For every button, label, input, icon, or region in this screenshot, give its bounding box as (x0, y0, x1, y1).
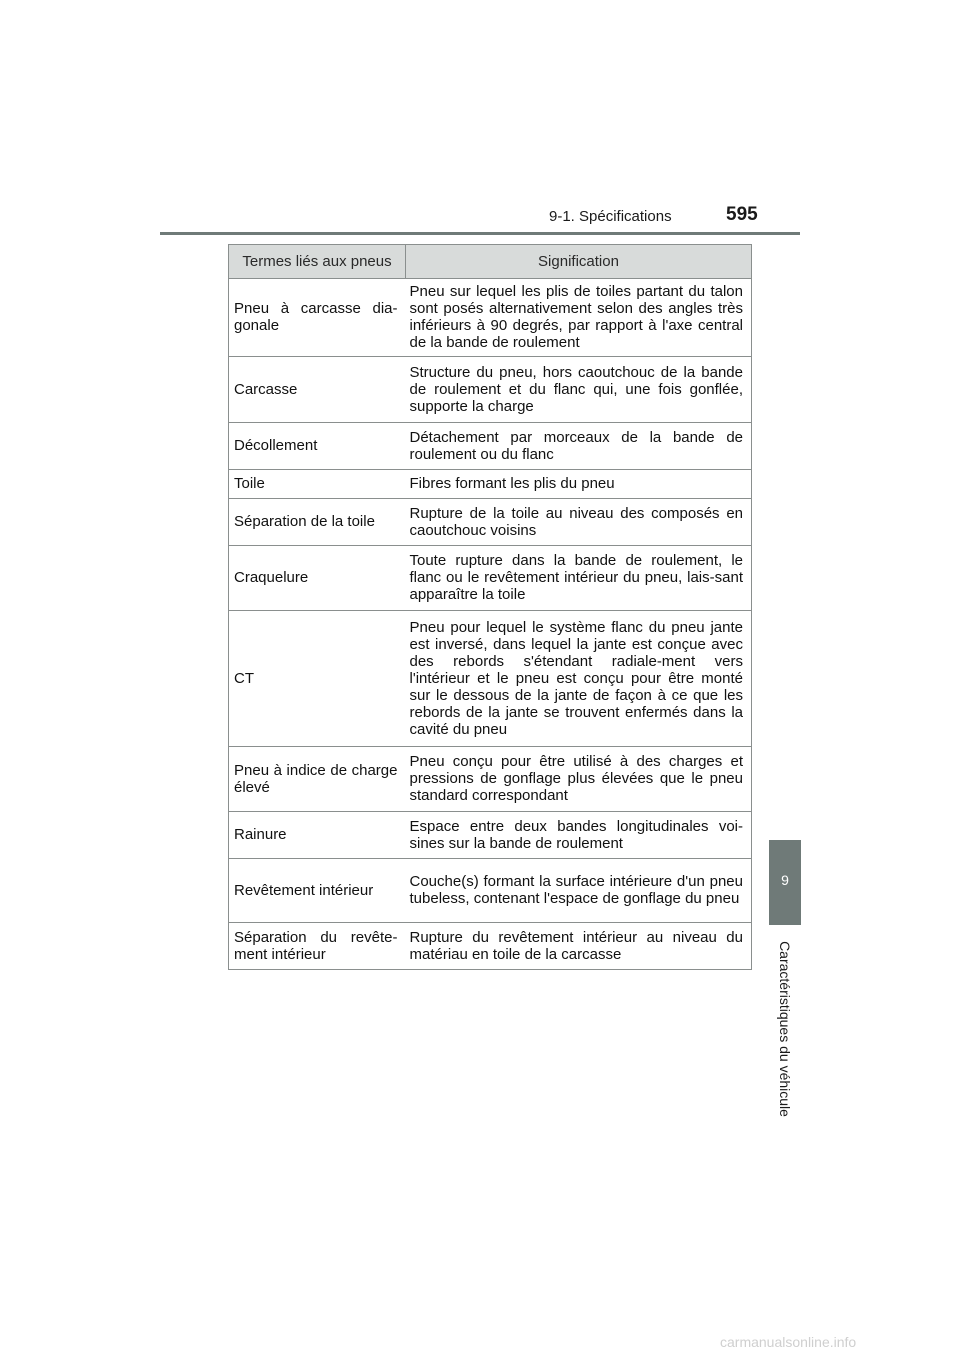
table-row (229, 423, 752, 470)
definition-cell: Rupture du revêtement intérieur au niveau du matériau en toile de la carcasse (406, 923, 752, 970)
chapter-tab[interactable] (769, 840, 801, 925)
term-cell: Pneu à carcasse dia-gonale (229, 279, 406, 357)
term-cell: CT (229, 611, 406, 747)
term-cell: Décollement (229, 423, 406, 470)
watermark[interactable]: carmanualsonline.info (720, 1334, 857, 1350)
definition-cell: Détachement par morceaux de la bande de roulement ou du flanc (406, 423, 752, 470)
term-cell: Revêtement intérieur (229, 859, 406, 923)
table-row (229, 923, 752, 970)
table-row (229, 279, 752, 357)
term-cell: Rainure (229, 812, 406, 859)
table-row (229, 357, 752, 423)
table-row (229, 546, 752, 611)
table-row (229, 859, 752, 923)
definition-cell: Fibres formant les plis du pneu (406, 470, 752, 499)
chapter-tab-number: 9 (781, 872, 789, 888)
chapter-label-text: Caractéristiques du véhicule (777, 941, 793, 1117)
table-header-row (229, 245, 752, 279)
column-header-meaning: Signification (406, 245, 752, 279)
definition-cell: Pneu sur lequel les plis de toiles partant du talon sont posés alternativement selon des angles très inférieurs à 90 degrés, par rapport à l'axe central de la bande de roulement (406, 279, 752, 357)
definition-cell: Rupture de la toile au niveau des composés en caoutchouc voisins (406, 499, 752, 546)
tire-terms-table (228, 244, 752, 970)
term-cell: Toile (229, 470, 406, 499)
page-number: 595 (726, 204, 758, 225)
table-row (229, 470, 752, 499)
table-row (229, 812, 752, 859)
definition-cell: Pneu conçu pour être utilisé à des charges et pressions de gonflage plus élevées que le pneu standard correspondant (406, 747, 752, 812)
table-row (229, 747, 752, 812)
definition-cell: Pneu pour lequel le système flanc du pneu jante est inversé, dans lequel la jante est conçue avec des rebords s'étendant radiale-ment vers l'intérieur et le pneu est conçu pour être monté sur le dessous de la jante de façon à ce que les rebords de la jante se trouvent enfermés dans la cavité du pneu (406, 611, 752, 747)
definition-cell: Toute rupture dans la bande de roulement, le flanc ou le revêtement intérieur du pneu, lais-sant apparaître la toile (406, 546, 752, 611)
column-header-term: Termes liés aux pneus (229, 245, 406, 279)
term-cell: Pneu à indice de charge élevé (229, 747, 406, 812)
table-row (229, 611, 752, 747)
term-cell: Séparation de la toile (229, 499, 406, 546)
term-cell: Carcasse (229, 357, 406, 423)
header-section-title: 9-1. Spécifications (549, 208, 672, 225)
definition-cell: Structure du pneu, hors caoutchouc de la bande de roulement et du flanc qui, une fois gonflée, supporte la charge (406, 357, 752, 423)
definition-cell: Espace entre deux bandes longitudinales voi-sines sur la bande de roulement (406, 812, 752, 859)
definition-cell: Couche(s) formant la surface intérieure d'un pneu tubeless, contenant l'espace de gonflage du pneu (406, 859, 752, 923)
term-cell: Séparation du revête-ment intérieur (229, 923, 406, 970)
table-row (229, 499, 752, 546)
term-cell: Craquelure (229, 546, 406, 611)
header-rule (160, 232, 800, 235)
